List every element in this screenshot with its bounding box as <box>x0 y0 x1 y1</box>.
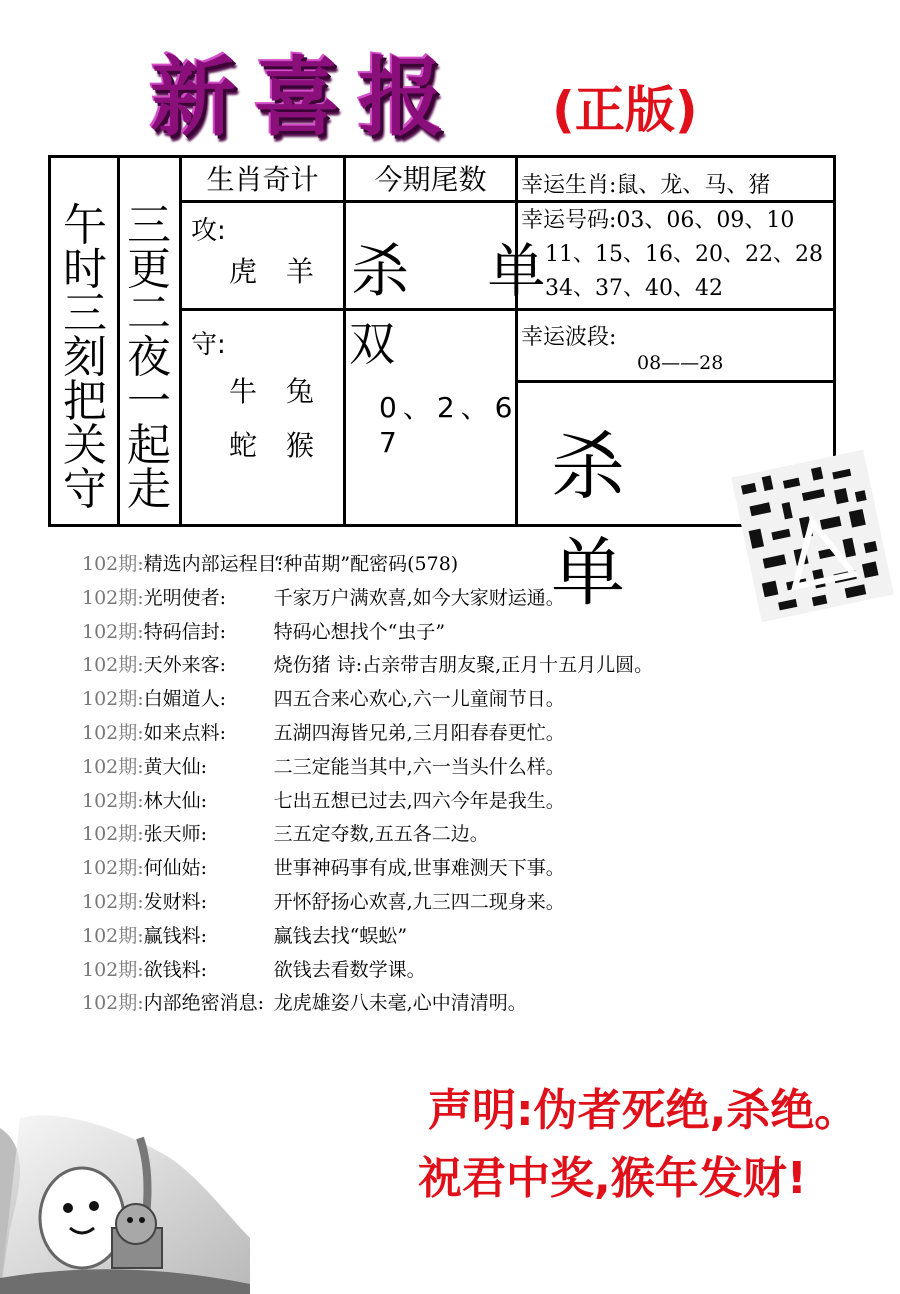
message-text: 七出五想已过去,四六今年是我生。 <box>273 789 565 812</box>
message-period: 102期: <box>82 654 144 677</box>
message-source: 林大仙: <box>143 789 208 812</box>
message-text: 欲钱去看数学课。 <box>273 958 426 981</box>
left-slogan-1 <box>55 200 115 515</box>
message-row <box>82 987 862 1021</box>
message-text: 烧伤猪 诗:占亲带吉朋友聚,正月十五月儿圆。 <box>273 654 654 677</box>
message-text: 千家万户满欢喜,如今大家财运通。 <box>273 586 565 609</box>
message-source: 张天师: <box>143 823 208 846</box>
message-text: 四五合来心欢心,六一儿童闹节日。 <box>273 688 565 711</box>
message-source: 如来点料: <box>143 721 227 744</box>
lucky-numbers-2: 11、15、16、20、22、28 <box>545 242 823 267</box>
message-row <box>82 785 862 819</box>
message-period: 102期: <box>82 586 144 609</box>
message-row <box>82 886 862 920</box>
defend-tails-2: 7 <box>379 426 407 459</box>
message-text: 龙虎雄姿八未毫,心中清清明。 <box>273 992 527 1015</box>
message-row <box>82 920 862 954</box>
left-slogan-2-text: 三更二夜一起走 <box>127 200 171 515</box>
message-period: 102期: <box>82 620 144 643</box>
message-row <box>82 954 862 988</box>
message-row <box>82 582 862 616</box>
message-period: 102期: <box>82 924 144 947</box>
lucky-wave-label: 幸运波段: <box>521 325 617 350</box>
message-source: 光明使者: <box>143 586 227 609</box>
message-period: 102期: <box>82 721 144 744</box>
message-text: 二三定能当其中,六一当头什么样。 <box>273 755 565 778</box>
message-text: 三五定夺数,五五各二边。 <box>273 823 489 846</box>
message-list <box>82 548 862 1021</box>
message-source: 天外来客: <box>143 654 227 677</box>
statement: 声明:伪者死绝,杀绝。 <box>428 1085 859 1136</box>
message-row <box>82 649 862 683</box>
lucky-numbers-1: 幸运号码:03、06、09、10 <box>521 208 795 233</box>
defend-pair: 双 <box>349 317 395 371</box>
left-slogan-1-text: 午时三刻把关守 <box>63 200 107 515</box>
cartoon-illustration <box>0 1108 250 1294</box>
message-period: 102期: <box>82 823 144 846</box>
defend-zodiacs-2: 蛇 猴 <box>229 429 324 462</box>
message-text: 赢钱去找“蜈蚣” <box>273 924 408 947</box>
message-source: 精选内部运程目: <box>143 553 284 575</box>
message-row <box>82 818 862 852</box>
message-row <box>82 717 862 751</box>
message-source: 何仙姑: <box>143 857 208 880</box>
defend-label: 守: <box>191 330 226 360</box>
message-text: 特码心想找个“虫子” <box>273 620 446 643</box>
message-row <box>82 548 862 582</box>
message-period: 102期: <box>82 553 144 575</box>
message-text: 世事神码事有成,世事难测天下事。 <box>273 857 565 880</box>
lucky-wave-value: 08——28 <box>637 352 724 374</box>
message-period: 102期: <box>82 857 144 880</box>
message-period: 102期: <box>82 992 144 1015</box>
message-source: 白媚道人: <box>143 688 227 711</box>
lucky-numbers-3: 34、37、40、42 <box>545 276 723 301</box>
message-row <box>82 751 862 785</box>
message-period: 102期: <box>82 688 144 711</box>
message-row <box>82 852 862 886</box>
message-text: “种苗期”配密码(578) <box>273 553 459 575</box>
message-source: 欲钱料: <box>143 958 208 981</box>
attack-kill: 杀 单 <box>351 237 576 305</box>
message-text: 开怀舒扬心欢喜,九三四二现身来。 <box>273 890 565 913</box>
message-period: 102期: <box>82 890 144 913</box>
message-source: 发财料: <box>143 890 208 913</box>
left-slogan-2 <box>119 200 179 515</box>
message-row <box>82 616 862 650</box>
defend-zodiacs-1: 牛 兔 <box>229 375 324 408</box>
message-period: 102期: <box>82 789 144 812</box>
message-source: 黄大仙: <box>143 755 208 778</box>
message-period: 102期: <box>82 755 144 778</box>
page-title: 新喜报 <box>150 47 462 148</box>
header-tail-numbers: 今期尾数 <box>374 163 487 196</box>
big-kill: 杀 单 <box>551 424 665 616</box>
message-source: 内部绝密消息: <box>143 992 265 1015</box>
message-period: 102期: <box>82 958 144 981</box>
attack-zodiacs: 虎 羊 <box>229 255 324 288</box>
defend-tails-1: 0、2、6 <box>379 391 519 424</box>
message-source: 赢钱料: <box>143 924 208 947</box>
edition-label: (正版) <box>552 81 698 139</box>
message-row <box>82 683 862 717</box>
lucky-zodiac: 幸运生肖:鼠、龙、马、猪 <box>521 173 771 198</box>
blessing: 祝君中奖,猴年发财! <box>418 1153 807 1204</box>
header-zodiac-plan: 生肖奇计 <box>206 163 319 196</box>
attack-label: 攻: <box>191 216 226 246</box>
message-text: 五湖四海皆兄弟,三月阳春春更忙。 <box>273 721 565 744</box>
message-source: 特码信封: <box>143 620 227 643</box>
